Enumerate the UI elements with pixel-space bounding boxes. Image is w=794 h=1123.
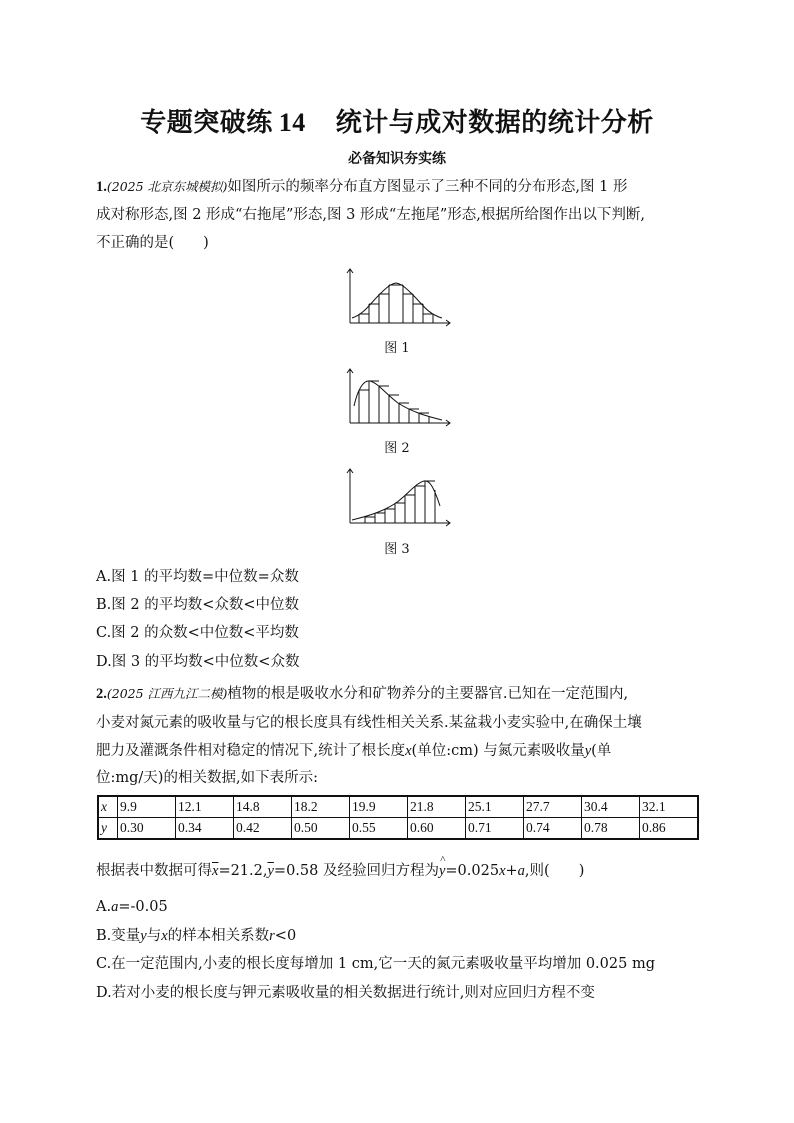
q2-given-c: =0.58 及经验回归方程为 [273, 863, 439, 879]
q2-yhat: ^ y [439, 861, 445, 881]
q2-number: 2. [96, 686, 107, 702]
q2-option-b-b: 与 [146, 928, 162, 944]
q2-given-f: ,则( ) [524, 863, 585, 879]
q2-option-a [96, 897, 168, 917]
q2-option-b-d: <0 [274, 928, 297, 944]
q1-number: 1. [96, 179, 107, 195]
figure-3-caption: 图 3 [384, 542, 410, 557]
section-subtitle: 必备知识夯实练 [348, 151, 446, 167]
table-cell: 18.2 [292, 796, 350, 818]
q2-eq-a: a [517, 863, 525, 879]
table-cell: 0.30 [118, 818, 176, 840]
table-cell: 27.7 [524, 796, 582, 818]
table-cell: 25.1 [466, 796, 524, 818]
q2-option-d: D.若对小麦的根长度与钾元素吸收量的相关数据进行统计,则对应回归方程不变 [96, 985, 595, 1001]
table-cell: 9.9 [118, 796, 176, 818]
table-cell: 21.8 [408, 796, 466, 818]
figure-1-symmetric-histogram [342, 266, 454, 328]
table-row-label: y [98, 818, 118, 840]
q1-source: (2025 北京东城模拟) [106, 179, 228, 194]
q2-given-a: 根据表中数据可得 [96, 863, 212, 879]
q2-option-a-label: A. [96, 899, 112, 915]
q2-var-x: x [405, 743, 412, 759]
table-cell: 0.71 [466, 818, 524, 840]
figure-3-left-skew-histogram [342, 466, 454, 528]
figure-2-caption: 图 2 [384, 441, 410, 456]
figure-1-caption: 图 1 [384, 341, 410, 356]
page-title [0, 102, 794, 139]
q2-option-b-r: r [269, 928, 275, 944]
q1-stem-2: 成对称形态,图 2 形成“右拖尾”形态,图 3 形成“左拖尾”形态,根据所给图作出以下判断, [96, 207, 645, 223]
q1-line-1 [96, 177, 627, 197]
q1-option-a: A.图 1 的平均数=中位数=众数 [96, 569, 299, 585]
title-prefix: 专题突破练 [140, 108, 273, 138]
table-cell: 0.74 [524, 818, 582, 840]
q2-var-y: y [584, 743, 592, 759]
q1-option-b: B.图 2 的平均数<众数<中位数 [96, 597, 300, 613]
table-cell: 0.86 [640, 818, 699, 840]
title-main: 统计与成对数据的统计分析 [335, 108, 654, 138]
table-row-label: x [98, 796, 118, 818]
figure-2-right-skew-histogram [342, 366, 454, 428]
q2-option-a-text: =-0.05 [118, 899, 168, 915]
table-cell: 12.1 [176, 796, 234, 818]
q2-option-b-y: y [140, 928, 147, 944]
q2-line-3 [96, 741, 611, 761]
q1-option-d: D.图 3 的平均数<中位数<众数 [96, 654, 300, 670]
q2-option-a-var: a [111, 899, 119, 915]
q2-option-c: C.在一定范围内,小麦的根长度每增加 1 cm,它一天的氮元素吸收量平均增加 0.025 mg [96, 956, 655, 972]
q2-option-b-a: B.变量 [96, 928, 141, 944]
q2-given-line [96, 861, 584, 881]
q2-stem-3a: 肥力及灌溉条件相对稳定的情况下,统计了根长度 [96, 743, 406, 759]
table-cell: 30.4 [582, 796, 640, 818]
q2-option-b-c: 的样本相关系数 [167, 928, 270, 944]
q2-given-d: =0.025 [445, 863, 500, 879]
table-cell: 19.9 [350, 796, 408, 818]
q2-given-b: =21.2, [218, 863, 268, 879]
q2-stem-1: 植物的根是吸收水分和矿物养分的主要器官.已知在一定范围内, [227, 686, 629, 702]
table-cell: 32.1 [640, 796, 699, 818]
title-number: 14 [278, 108, 306, 137]
data-table [97, 795, 699, 840]
table-cell: 0.50 [292, 818, 350, 840]
table-cell: 0.34 [176, 818, 234, 840]
q2-source: (2025 江西九江二模) [106, 686, 228, 701]
table-cell: 0.60 [408, 818, 466, 840]
q2-stem-2: 小麦对氮元素的吸收量与它的根长度具有线性相关关系.某盆栽小麦实验中,在确保土壤 [96, 715, 642, 731]
table-row-y [98, 818, 698, 840]
q2-ybar: $\overline{y}$ [267, 863, 274, 879]
q2-eq-x: x [499, 863, 506, 879]
q2-stem-3e: (单 [591, 743, 612, 759]
table-cell: 0.42 [234, 818, 292, 840]
table-cell: 0.55 [350, 818, 408, 840]
table-cell: 0.78 [582, 818, 640, 840]
q2-line-1 [96, 684, 628, 704]
q1-option-c: C.图 2 的众数<中位数<平均数 [96, 625, 299, 641]
q2-given-e: + [505, 863, 518, 879]
q1-stem-3: 不正确的是( ) [96, 235, 209, 251]
q2-option-b-x: x [161, 928, 168, 944]
q2-stem-3c: (单位:cm) 与氮元素吸收量 [411, 743, 585, 759]
table-cell: 14.8 [234, 796, 292, 818]
q1-stem-1: 如图所示的频率分布直方图显示了三种不同的分布形态,图 1 形 [227, 179, 628, 195]
q2-stem-4: 位:mg/天)的相关数据,如下表所示: [96, 770, 318, 786]
q2-xbar: $\overline{x}$ [212, 863, 219, 879]
table-row-x [98, 796, 698, 818]
q2-option-b [96, 926, 296, 946]
